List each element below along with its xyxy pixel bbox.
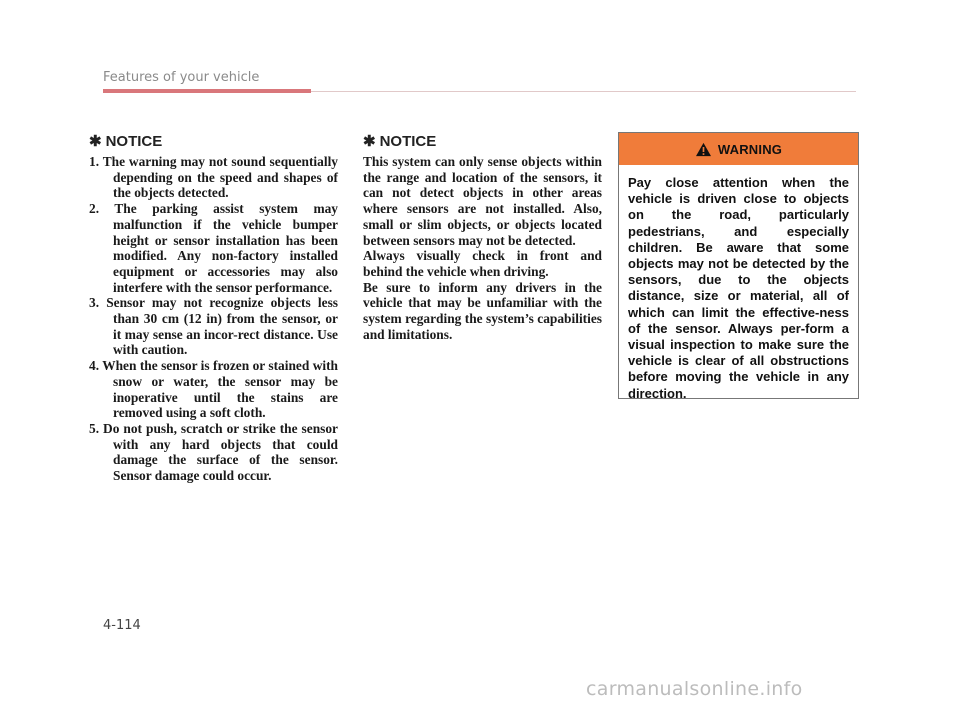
notice-heading-middle [363, 132, 602, 150]
notice-heading-text: NOTICE [379, 132, 437, 150]
notice-list [89, 154, 338, 484]
notice-item: 1. The warning may not sound sequentially depending on the speed and shapes of the objects detected. [89, 154, 338, 201]
page-number: 4-114 [103, 618, 141, 633]
notice-item: 4. When the sensor is frozen or stained with snow or water, the sensor may be inoperative until the stains are removed using a soft cloth. [89, 358, 338, 421]
star-icon: ✱ [89, 133, 102, 150]
header-title: Features of your vehicle [103, 70, 260, 85]
notice-item: 5. Do not push, scratch or strike the sensor with any hard objects that could damage the surface of the sensor. Sensor damage could occur. [89, 420, 338, 484]
notice-column-left [89, 132, 338, 484]
warning-body: Pay close attention when the vehicle is driven close to objects on the road, particularly pedestrians, and especially children. Be aware that some objects may not be detected by the sensors, due to the objects distance, size or material, all of which can limit the effective-ness of the sensor. Always per-form a visual inspection to make sure the vehicle is clear of all obstructions before moving the vehicle in any direction. [628, 175, 849, 401]
header-rule [311, 91, 856, 92]
notice-paragraph: This system can only sense objects within the range and location of the sensors, it can not detect objects in other areas where sensors are not installed. Also, small or slim objects, or objects located between sensors may not be detected. [363, 154, 602, 248]
notice-item: 2. The parking assist system may malfunction if the vehicle bumper height or sensor installation has been modified. Any non-factory installed equipment or accessories may also interfere with the sensor performance. [89, 201, 338, 295]
notice-paragraph: Be sure to inform any drivers in the vehicle that may be unfamiliar with the system regarding the system’s capabilities and limitations. [363, 279, 602, 342]
star-icon: ✱ [363, 133, 376, 150]
header-accent-bar [103, 89, 311, 93]
notice-heading-text: NOTICE [105, 132, 163, 150]
warning-header [619, 133, 858, 165]
notice-item: 3. Sensor may not recognize objects less than 30 cm (12 in) from the sensor, or it may sense an incor-rect distance. Use with caution. [89, 295, 338, 358]
warning-triangle-icon [695, 142, 712, 157]
notice-heading-left [89, 132, 338, 150]
watermark: carmanualsonline.info [586, 678, 803, 700]
notice-paragraph: Always visually check in front and behind the vehicle when driving. [363, 248, 602, 279]
warning-box [618, 132, 859, 399]
notice-column-middle [363, 132, 602, 342]
warning-label: WARNING [717, 141, 783, 157]
